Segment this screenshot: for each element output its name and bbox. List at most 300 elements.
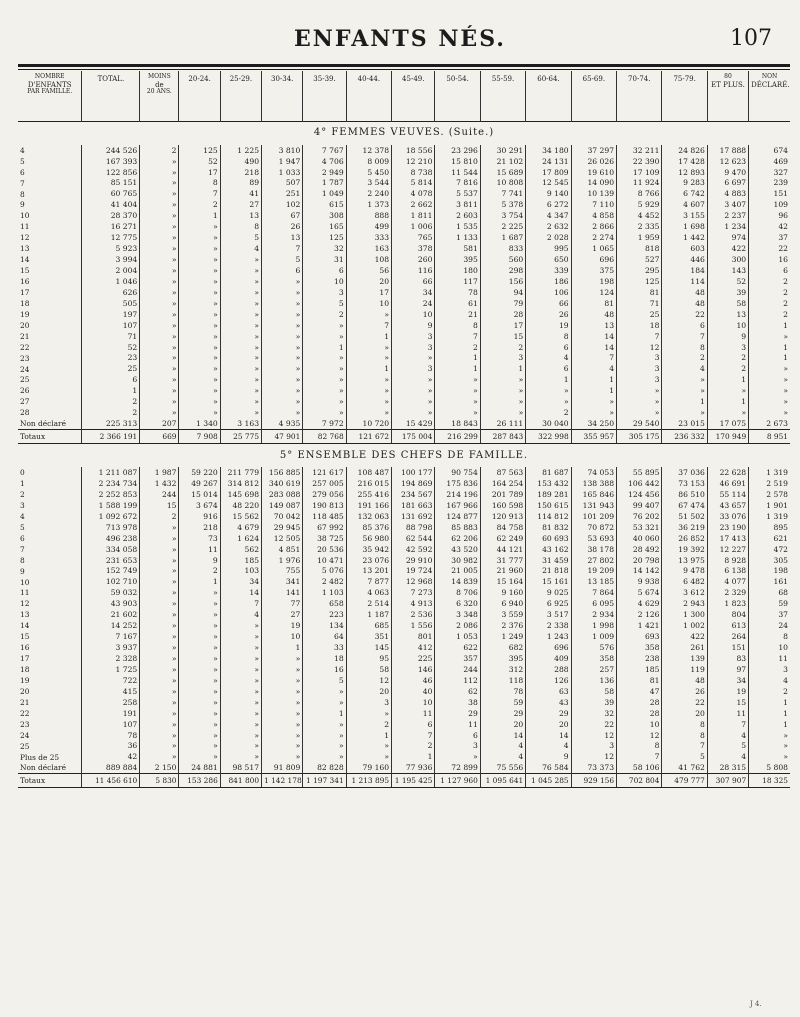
table-cell: 1 319 (749, 467, 790, 478)
table-cell: 4 883 (707, 189, 748, 200)
table-cell: 3 754 (480, 211, 525, 222)
table-cell: 25 (617, 309, 662, 320)
table-cell: » (303, 375, 346, 386)
table-cell: 1 976 (262, 555, 303, 566)
table-cell: » (140, 233, 179, 244)
table-cell: 409 (526, 653, 571, 664)
table-cell: » (392, 408, 435, 419)
row-label: 16 (20, 277, 30, 287)
table-cell: 12 378 (346, 145, 391, 156)
table-cell: » (262, 309, 303, 320)
table-cell: » (480, 386, 525, 397)
table-cell: 71 (617, 298, 662, 309)
table-cell: 2 (707, 353, 748, 364)
totals-cell: 2 366 191 (82, 429, 140, 443)
page-footnote: J 4. (750, 1000, 762, 1008)
table-cell: 6 (303, 265, 346, 276)
table-cell: » (303, 752, 346, 763)
table-cell: 59 032 (82, 588, 140, 599)
table-cell: 1 (749, 353, 790, 364)
table-cell: 4 (526, 741, 571, 752)
row-label: 12 (20, 599, 30, 609)
table-row (18, 522, 790, 533)
table-cell: » (262, 386, 303, 397)
table-cell: » (749, 375, 790, 386)
table-cell: » (220, 642, 261, 653)
table-cell: » (140, 621, 179, 632)
table-cell: 357 (435, 653, 480, 664)
table-cell: 55 895 (617, 467, 662, 478)
table-row (18, 533, 790, 544)
table-cell: 189 281 (526, 489, 571, 500)
table-cell: 9 (526, 752, 571, 763)
table-cell: » (179, 320, 220, 331)
totals-cell: 322 998 (526, 429, 571, 443)
table-cell: 1 002 (662, 621, 707, 632)
table-cell: 658 (303, 599, 346, 610)
column-header-top: NON (761, 73, 778, 80)
totals-cell: 669 (140, 429, 179, 443)
table-cell: 38 (435, 697, 480, 708)
table-cell: 7 (435, 331, 480, 342)
table-cell: 682 (480, 642, 525, 653)
table-cell: 1 (662, 397, 707, 408)
table-cell: » (140, 375, 179, 386)
table-row (18, 364, 790, 375)
table-cell: 358 (617, 642, 662, 653)
table-cell: 2 943 (662, 599, 707, 610)
table-cell: 108 (346, 254, 391, 265)
table-cell: 3 559 (480, 610, 525, 621)
table-cell: 8 766 (617, 189, 662, 200)
table-cell: 6 138 (707, 566, 748, 577)
table-cell: 3 155 (662, 211, 707, 222)
table-cell: » (140, 664, 179, 675)
table-cell: 3 (392, 364, 435, 375)
table-cell: » (262, 276, 303, 287)
table-cell: 61 (435, 298, 480, 309)
table-cell: 7 972 (303, 418, 346, 429)
table-row (18, 675, 790, 686)
table-cell: 895 (749, 522, 790, 533)
table-cell: 4 607 (662, 200, 707, 211)
totals-cell: 1 195 425 (392, 774, 435, 788)
table-cell: 143 (707, 265, 748, 276)
table-cell: » (617, 408, 662, 419)
table-cell: 7 877 (346, 577, 391, 588)
table-cell: 6 697 (707, 178, 748, 189)
table-cell: 37 (749, 233, 790, 244)
table-cell: 15 161 (526, 577, 571, 588)
table-cell: 60 765 (82, 189, 140, 200)
column-header-mid: 45-49. (402, 75, 425, 83)
table-cell: » (179, 610, 220, 621)
table-cell: » (179, 331, 220, 342)
table-cell: 722 (82, 675, 140, 686)
table-cell: 20 798 (617, 555, 662, 566)
table-cell: 34 180 (526, 145, 571, 156)
table-cell: 801 (392, 631, 435, 642)
table-row (18, 763, 790, 774)
totals-cell: 841 800 (220, 774, 261, 788)
totals-cell: 307 907 (707, 774, 748, 788)
page-number: 107 (730, 26, 772, 51)
table-cell: 581 (435, 243, 480, 254)
table-cell: » (179, 653, 220, 664)
row-label: 15 (20, 266, 30, 276)
table-cell: 119 (662, 664, 707, 675)
row-label: 9 (20, 200, 25, 210)
row-label: 10 (20, 577, 30, 587)
table-cell: » (262, 342, 303, 353)
table-cell: » (346, 375, 391, 386)
table-cell: 43 520 (435, 544, 480, 555)
table-cell: » (140, 364, 179, 375)
table-cell: » (140, 386, 179, 397)
table-cell: 22 (662, 697, 707, 708)
table-cell: 11 (749, 653, 790, 664)
table-cell: 165 846 (571, 489, 616, 500)
table-cell: 3 (435, 741, 480, 752)
table-cell: 28 315 (707, 763, 748, 774)
row-label: 19 (20, 675, 30, 685)
totals-cell: 1 142 178 (262, 774, 303, 788)
row-label: 1 (20, 479, 25, 489)
column-header (346, 71, 391, 121)
table-cell: 11 (435, 719, 480, 730)
table-cell: » (346, 309, 391, 320)
row-label: 24 (20, 364, 30, 374)
table-cell: 59 (749, 599, 790, 610)
table-cell: 175 836 (435, 478, 480, 489)
table-cell: 78 (82, 730, 140, 741)
table-cell: » (303, 397, 346, 408)
table-cell: » (179, 752, 220, 763)
table-cell: 7 (662, 331, 707, 342)
table-cell: » (179, 233, 220, 244)
table-cell: 36 219 (662, 522, 707, 533)
row-label: 7 (20, 544, 25, 554)
table-cell: 44 121 (480, 544, 525, 555)
table-row (18, 566, 790, 577)
table-cell: 218 (179, 522, 220, 533)
table-cell: 1 442 (662, 233, 707, 244)
table-cell: 2 (392, 741, 435, 752)
table-cell: 58 106 (617, 763, 662, 774)
table-cell: 238 (617, 653, 662, 664)
table-cell: » (220, 276, 261, 287)
table-cell: » (140, 265, 179, 276)
table-row (18, 375, 790, 386)
table-cell: 37 (749, 610, 790, 621)
column-header-bot: PAR FAMILLE. (27, 88, 73, 95)
table-cell: » (749, 730, 790, 741)
table-cell: 13 (571, 320, 616, 331)
table-cell: 26 (662, 686, 707, 697)
table-cell: » (749, 752, 790, 763)
table-cell: 2 (346, 719, 391, 730)
table-cell: 10 (392, 697, 435, 708)
table-cell: 2 603 (435, 211, 480, 222)
table-cell: » (262, 752, 303, 763)
table-cell: 214 196 (435, 489, 480, 500)
table-cell: 1 (346, 364, 391, 375)
table-cell: 1 243 (526, 631, 571, 642)
table-cell: 3 163 (220, 418, 261, 429)
table-cell: 12 (617, 730, 662, 741)
table-cell: 117 (435, 276, 480, 287)
table-cell: 7 (662, 741, 707, 752)
table-cell: 1 133 (435, 233, 480, 244)
table-cell: » (662, 408, 707, 419)
table-cell: » (140, 167, 179, 178)
totals-cell: 1 045 285 (526, 774, 571, 788)
table-cell: » (220, 375, 261, 386)
table-cell: 34 250 (571, 418, 616, 429)
table-cell: 12 (617, 342, 662, 353)
table-cell: 2 (140, 145, 179, 156)
table-cell: 1 421 (617, 621, 662, 632)
row-label: 17 (20, 287, 30, 297)
table-cell: 7 (617, 752, 662, 763)
table-row (18, 156, 790, 167)
table-cell: 3 (392, 331, 435, 342)
table-cell: » (346, 708, 391, 719)
table-cell: » (179, 675, 220, 686)
table-cell: 21 (435, 309, 480, 320)
table-cell: 19 (262, 621, 303, 632)
table-cell: 15 164 (480, 577, 525, 588)
table-cell: 31 459 (526, 555, 571, 566)
table-cell: » (179, 708, 220, 719)
table-cell: » (392, 353, 435, 364)
table-cell: » (262, 353, 303, 364)
table-cell: 1 725 (82, 664, 140, 675)
table-cell: 10 720 (346, 418, 391, 429)
top-rule-thin (18, 69, 790, 70)
totals-cell: 11 456 610 (82, 774, 140, 788)
table-cell: 244 526 (82, 145, 140, 156)
totals-cell: 8 951 (749, 429, 790, 443)
table-cell: 2 (749, 309, 790, 320)
table-cell: » (262, 397, 303, 408)
table-cell: » (262, 364, 303, 375)
table-cell: 4 629 (617, 599, 662, 610)
table-cell: 13 201 (346, 566, 391, 577)
row-label: 14 (20, 255, 30, 265)
statistics-table (18, 71, 790, 788)
table-cell: 472 (749, 544, 790, 555)
table-cell: 295 (617, 265, 662, 276)
table-row (18, 686, 790, 697)
table-cell: 264 (707, 631, 748, 642)
table-cell: » (526, 386, 571, 397)
table-row (18, 708, 790, 719)
table-cell: 2 338 (526, 621, 571, 632)
column-header-mid: 50-54. (446, 75, 469, 83)
table-cell: » (140, 741, 179, 752)
table-cell: 1 823 (707, 599, 748, 610)
table-cell: 1 092 672 (82, 511, 140, 522)
row-label: 20 (20, 686, 30, 696)
table-cell: 626 (82, 287, 140, 298)
table-cell: » (140, 408, 179, 419)
table-cell: » (179, 276, 220, 287)
table-cell: 2 252 853 (82, 489, 140, 500)
column-header (435, 71, 480, 121)
table-cell: » (140, 211, 179, 222)
table-cell: 613 (707, 621, 748, 632)
table-cell: 1 300 (662, 610, 707, 621)
table-cell: 40 (392, 686, 435, 697)
table-cell: 124 456 (617, 489, 662, 500)
table-cell: 1 535 (435, 222, 480, 233)
table-cell: » (179, 309, 220, 320)
row-label: 27 (20, 397, 30, 407)
table-cell: 1 (303, 342, 346, 353)
table-cell: 28 370 (82, 211, 140, 222)
table-cell: 288 (526, 664, 571, 675)
table-cell: 118 485 (303, 511, 346, 522)
table-cell: 4 (526, 353, 571, 364)
table-cell: 81 (571, 298, 616, 309)
table-cell: 1 (707, 397, 748, 408)
table-cell: 3 (749, 664, 790, 675)
table-cell: 308 (303, 211, 346, 222)
table-cell: » (140, 353, 179, 364)
table-cell: 341 (262, 577, 303, 588)
page-title: ENFANTS NÉS. (294, 26, 506, 52)
table-cell: 29 (480, 708, 525, 719)
column-header-mid: 35-39. (313, 75, 336, 83)
table-cell: 17 (346, 287, 391, 298)
table-cell: 225 313 (82, 418, 140, 429)
row-label: 8 (20, 555, 25, 565)
table-cell: 314 812 (220, 478, 261, 489)
table-cell: 11 544 (435, 167, 480, 178)
table-cell: 16 271 (82, 222, 140, 233)
row-label: 0 (20, 468, 25, 478)
row-label: 5 (20, 156, 25, 166)
table-cell: » (749, 364, 790, 375)
table-cell: 505 (82, 298, 140, 309)
row-label: 12 (20, 233, 30, 243)
table-cell: 3 (392, 342, 435, 353)
table-cell: 1 556 (392, 621, 435, 632)
table-cell: 51 502 (662, 511, 707, 522)
table-cell: 9 470 (707, 167, 748, 178)
table-row (18, 211, 790, 222)
table-cell: 146 (392, 664, 435, 675)
row-label: 18 (20, 665, 30, 675)
table-cell: 9 938 (617, 577, 662, 588)
table-cell: » (179, 386, 220, 397)
table-cell: 91 809 (262, 763, 303, 774)
table-cell: 191 (82, 708, 140, 719)
table-cell: 31 (303, 254, 346, 265)
table-cell: 4 (707, 730, 748, 741)
table-cell: 68 (749, 588, 790, 599)
totals-cell: 1 095 641 (480, 774, 525, 788)
table-cell: » (303, 364, 346, 375)
table-cell: 6 320 (435, 599, 480, 610)
table-cell: 17 (480, 320, 525, 331)
table-cell: 2 225 (480, 222, 525, 233)
table-cell: 35 942 (346, 544, 391, 555)
row-label: 20 (20, 320, 30, 330)
table-cell: 107 (82, 320, 140, 331)
table-row (18, 719, 790, 730)
table-cell: » (480, 375, 525, 386)
table-cell: » (140, 730, 179, 741)
table-cell: 139 (662, 653, 707, 664)
table-cell: 77 (262, 599, 303, 610)
table-cell: 20 (346, 686, 391, 697)
table-cell: 260 (392, 254, 435, 265)
table-cell: 2 329 (707, 588, 748, 599)
table-cell: 107 (82, 719, 140, 730)
totals-cell: 929 156 (571, 774, 616, 788)
table-row (18, 500, 790, 511)
table-cell: 10 (707, 320, 748, 331)
column-header (220, 71, 261, 121)
column-header (179, 71, 220, 121)
table-cell: 124 (571, 287, 616, 298)
table-cell: » (220, 631, 261, 642)
table-cell: 52 (707, 276, 748, 287)
table-cell: 2 (749, 686, 790, 697)
table-cell: » (140, 719, 179, 730)
table-row (18, 200, 790, 211)
table-row (18, 653, 790, 664)
table-cell: 138 388 (571, 478, 616, 489)
table-cell: » (220, 408, 261, 419)
table-cell: 1 (749, 719, 790, 730)
table-cell: 7 167 (82, 631, 140, 642)
table-row (18, 577, 790, 588)
table-row (18, 222, 790, 233)
table-cell: 43 162 (526, 544, 571, 555)
table-cell: 225 (392, 653, 435, 664)
table-cell: » (262, 375, 303, 386)
row-label: Non déclaré (20, 418, 66, 428)
table-cell: » (220, 342, 261, 353)
table-row (18, 189, 790, 200)
table-cell: » (303, 320, 346, 331)
table-cell: 5 674 (617, 588, 662, 599)
table-cell: » (303, 331, 346, 342)
table-cell: 40 060 (617, 533, 662, 544)
table-cell: 134 (303, 621, 346, 632)
column-header (480, 71, 525, 121)
table-cell: 8 (526, 331, 571, 342)
table-cell: 2 274 (571, 233, 616, 244)
table-cell: 9 160 (480, 588, 525, 599)
table-cell: » (303, 741, 346, 752)
table-cell: 13 (707, 309, 748, 320)
row-label: 16 (20, 643, 30, 653)
row-label: 22 (20, 342, 30, 352)
table-cell: » (303, 719, 346, 730)
table-cell: 59 (480, 697, 525, 708)
table-cell: » (140, 287, 179, 298)
table-cell: 422 (662, 631, 707, 642)
table-row (18, 631, 790, 642)
table-cell: 125 (303, 233, 346, 244)
table-cell: 3 (346, 697, 391, 708)
table-cell: 64 (303, 631, 346, 642)
table-cell: 10 808 (480, 178, 525, 189)
